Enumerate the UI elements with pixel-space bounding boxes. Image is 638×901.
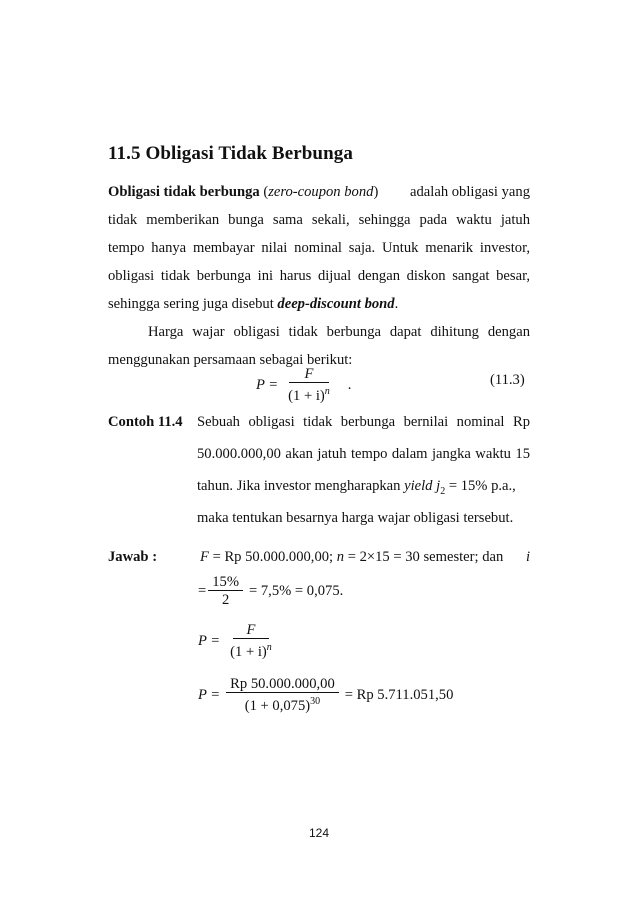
formula-trail: . <box>347 376 352 393</box>
intro-line-1-rest: adalah obligasi yang <box>410 184 530 200</box>
rate-equation <box>198 574 343 609</box>
answer-i: i <box>525 549 530 565</box>
rate-denominator: 2 <box>221 592 230 608</box>
term-bold: Obligasi tidak berbunga <box>108 184 260 200</box>
formula-general-fraction <box>226 622 276 661</box>
intro-line-5 <box>108 290 530 318</box>
answer-n-value: = 2×15 = 30 semester; dan <box>344 549 504 565</box>
formula-numerator: F <box>289 366 330 383</box>
formula-lhs: P = <box>256 376 279 393</box>
example-line-3 <box>197 470 530 502</box>
formula-general <box>198 622 276 661</box>
answer-F-value: = Rp 50.000.000,00; <box>208 549 337 565</box>
page-number: 124 <box>308 826 330 840</box>
rate-fraction <box>208 574 243 609</box>
formula-computed-den-exp: 30 <box>310 696 321 707</box>
equation-number: (11.3) <box>490 372 525 388</box>
formula-denominator <box>284 383 334 405</box>
formula-general-lhs: P = <box>198 632 221 649</box>
example-line-4: maka tentukan besarnya harga wajar obligasi tersebut. <box>197 510 514 526</box>
deep-discount-term: deep-discount bond <box>277 296 395 312</box>
rate-result: = 7,5% = 0,075. <box>249 583 344 599</box>
j-subscript: 2 <box>440 485 446 497</box>
formula-computed-numerator: Rp 50.000.000,00 <box>226 676 339 693</box>
example-label: Contoh 11.4 <box>108 414 183 430</box>
intro-line-4: obligasi tidak berbunga ini harus dijual dengan diskon sangat besar, <box>108 268 530 284</box>
formula-computed-result: = Rp 5.711.051,50 <box>344 686 454 703</box>
section-heading: 11.5 Obligasi Tidak Berbunga <box>108 143 353 164</box>
paren-close: ) <box>373 184 379 200</box>
formula-computed-denominator <box>241 693 324 715</box>
answer-label: Jawab : <box>108 549 158 565</box>
rate-numerator: 15% <box>208 574 243 591</box>
example-line-3-post: = 15% p.a., <box>445 478 516 494</box>
formula-computed-lhs: P = <box>198 686 221 703</box>
formula-11-3 <box>256 366 351 405</box>
intro-line-2: tidak memberikan bunga sama sekali, sehingga pada waktu jatuh <box>108 212 530 228</box>
answer-F: F <box>200 549 209 565</box>
formula-general-denominator <box>226 639 276 661</box>
answer-line-1 <box>200 549 530 566</box>
intro-line-5-post: . <box>394 296 399 312</box>
formula-general-numerator: F <box>233 622 270 639</box>
term-italic: zero-coupon bond <box>268 184 374 200</box>
formula-fraction <box>284 366 334 405</box>
example-line-2: 50.000.000,00 akan jatuh tempo dalam jangka waktu 15 <box>197 446 530 462</box>
j-symbol: j <box>436 478 441 494</box>
paren-open: ( <box>259 184 269 200</box>
example-line-3-pre: tahun. Jika investor mengharapkan <box>197 478 405 494</box>
intro-paragraph <box>108 178 530 318</box>
formula-den-exp: n <box>324 386 330 397</box>
intro-line-5-pre: sehingga sering juga disebut <box>108 296 278 312</box>
formula-general-den-exp: n <box>266 642 272 653</box>
intro-line-3: tempo hanya membayar nilai nominal saja. Untuk menarik investor, <box>108 240 530 256</box>
formula-den-base: (1 + i) <box>288 387 325 404</box>
formula-general-den-base: (1 + i) <box>230 643 267 660</box>
formula-computed-den-base: (1 + 0,075) <box>244 697 311 714</box>
example-text <box>197 406 530 534</box>
yield-term: yield <box>404 478 433 494</box>
intro-line-1 <box>108 178 530 206</box>
para2-line-2: menggunakan persamaan sebagai berikut: <box>108 352 353 368</box>
answer-n: n <box>336 549 345 565</box>
example-line-1: Sebuah obligasi tidak berbunga bernilai nominal Rp <box>197 414 530 430</box>
formula-computed-fraction <box>226 676 339 715</box>
para2-line-1: Harga wajar obligasi tidak berbunga dapat dihitung dengan <box>148 324 530 340</box>
rate-equals: = <box>198 583 207 599</box>
formula-computed <box>198 676 453 715</box>
